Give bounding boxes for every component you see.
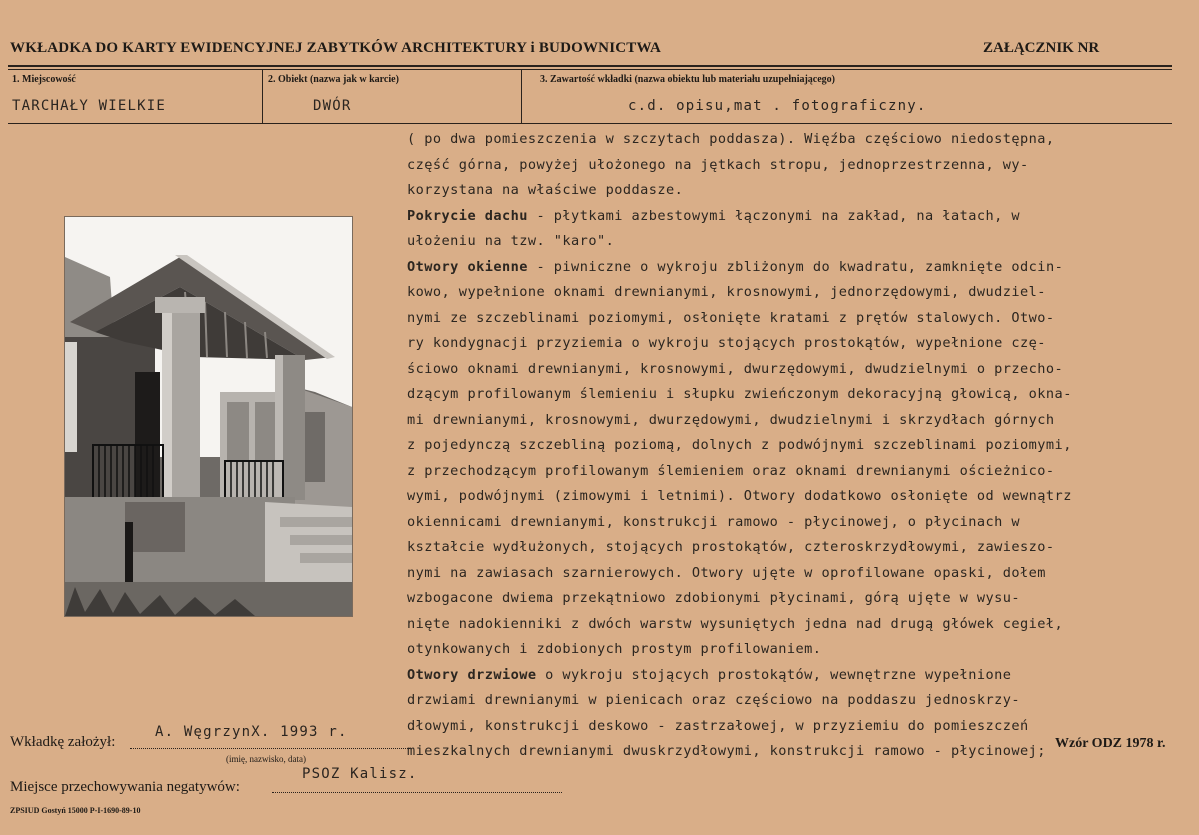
description-line: Otwory okienne - piwniczne o wykroju zbliżonym do kwadratu, zamknięte odcin- <box>407 258 1064 275</box>
manor-porch-photo <box>64 216 353 617</box>
description-line: ściowo oknami drewnianymi, krosnowymi, dwurzędowymi, dwudzielnymi o przecho- <box>407 360 1064 377</box>
header-rule-thin <box>8 69 1172 70</box>
description-line: dzącym profilowanym ślemieniu i słupku zwieńczonym dekoracyjną głowicą, okna- <box>407 386 1072 402</box>
author-dotted-line <box>130 748 410 749</box>
description-line: Pokrycie dachu - płytkami azbestowymi łączonymi na zakład, na łatach, w <box>407 207 1021 224</box>
author-label: Wkładkę założył: <box>10 734 116 750</box>
locality-label: 1. Miejscowość <box>12 74 76 85</box>
author-caption: (imię, nazwisko, data) <box>226 754 306 764</box>
description-line: nymi ze szczeblinami poziomymi, osłonięte kratami z prętów stalowych. Otwo- <box>407 309 1055 326</box>
header-rule <box>8 65 1172 67</box>
field-divider <box>521 70 522 123</box>
negatives-value: PSOZ Kalisz. <box>302 766 418 782</box>
description-line: nymi na zawiasach szarnierowych. Otwory ujęte w oprofilowane opaski, dołem <box>407 564 1046 581</box>
negatives-dotted-line <box>272 792 562 793</box>
description-line: mieszkalnych drewnianymi dwuskrzydłowymi, konstrukcji ramowo - płycinowej; <box>407 743 1046 759</box>
section-heading: Otwory okienne <box>407 258 528 275</box>
negatives-label: Miejsce przechowywania negatywów: <box>10 779 240 795</box>
object-label: 2. Obiekt (nazwa jak w karcie) <box>268 74 399 85</box>
fields-bottom-rule <box>8 123 1172 124</box>
description-line: z przechodzącym profilowanym ślemieniem oraz oknami drewnianymi ościeżnico- <box>407 462 1055 479</box>
description-line: otynkowanych i zdobionych prostym profilowaniem. <box>407 641 822 657</box>
description-line: mi drewnianymi, krosnowymi, dwurzędowymi, dwudzielnymi i skrzydłach górnych <box>407 411 1055 428</box>
printer-note: ZPSIUD Gostyń 15000 P-I-1690-89-10 <box>10 806 141 815</box>
description-line: drzwiami drewnianymi w pienicach oraz częściowo na poddaszu jednoskrzy- <box>407 692 1021 708</box>
description-line: ( po dwa pomieszczenia w szczytach poddasza). Więźba częściowo niedostępna, <box>407 131 1055 147</box>
description-line: korzystana na właściwe poddasze. <box>407 182 684 198</box>
attachment-number-label: ZAŁĄCZNIK NR <box>983 40 1100 56</box>
description-line: Otwory drzwiowe o wykroju stojących prostokątów, wewnętrzne wypełnione <box>407 666 1012 683</box>
description-line: ry kondygnacji przyziemia o wykroju stojących prostokątów, wypełnione czę- <box>407 335 1046 351</box>
content-value: c.d. opisu,mat . fotograficzny. <box>628 98 927 114</box>
form-template-number: Wzór ODZ 1978 r. <box>1055 736 1166 751</box>
section-heading: Otwory drzwiowe <box>407 666 537 683</box>
description-line: dłowymi, konstrukcji deskowo - zastrzałowej, w przyziemiu do pomieszczeń <box>407 717 1029 734</box>
description-line: nięte nadokienniki z dwóch warstw wysuniętych jedna nad drugą główek cegieł, <box>407 615 1064 632</box>
author-value: A. WęgrzynX. 1993 r. <box>155 724 348 740</box>
description-line: ułożeniu na tzw. "karo". <box>407 233 615 249</box>
description-line: wzbogacone dwiema przekątniowo zdobionymi płycinami, górą ujęte w wysu- <box>407 590 1021 606</box>
description-line: wymi, podwójnymi (zimowymi i letnimi). Otwory dodatkowo osłonięte od wewnątrz <box>407 488 1072 504</box>
description-line: kowo, wypełnione oknami drewnianymi, krosnowymi, jednorzędowymi, dwudziel- <box>407 284 1046 300</box>
field-divider <box>262 70 263 123</box>
description-text <box>407 127 1187 765</box>
section-heading: Pokrycie dachu <box>407 207 528 224</box>
description-line: z pojedynczą szczebliną poziomą, dolnych z podwójnymi szczeblinami poziomymi, <box>407 437 1072 453</box>
object-value: DWÓR <box>313 98 352 114</box>
manor-porch-image <box>65 217 352 616</box>
description-line: część górna, powyżej ułożonego na jętkach stropu, jednoprzestrzenna, wy- <box>407 156 1029 173</box>
form-title: WKŁADKA DO KARTY EWIDENCYJNEJ ZABYTKÓW ARCHITEKTURY i BUDOWNICTWA <box>10 40 662 56</box>
locality-value: TARCHAŁY WIELKIE <box>12 98 167 114</box>
description-line: kształcie wydłużonych, stojących prostokątów, czteroskrzydłowymi, zawieszo- <box>407 539 1055 555</box>
description-line: okiennicami drewnianymi, konstrukcji ramowo - płycinowej, o płycinach w <box>407 513 1021 530</box>
content-label: 3. Zawartość wkładki (nazwa obiektu lub materiału uzupełniającego) <box>540 74 836 85</box>
